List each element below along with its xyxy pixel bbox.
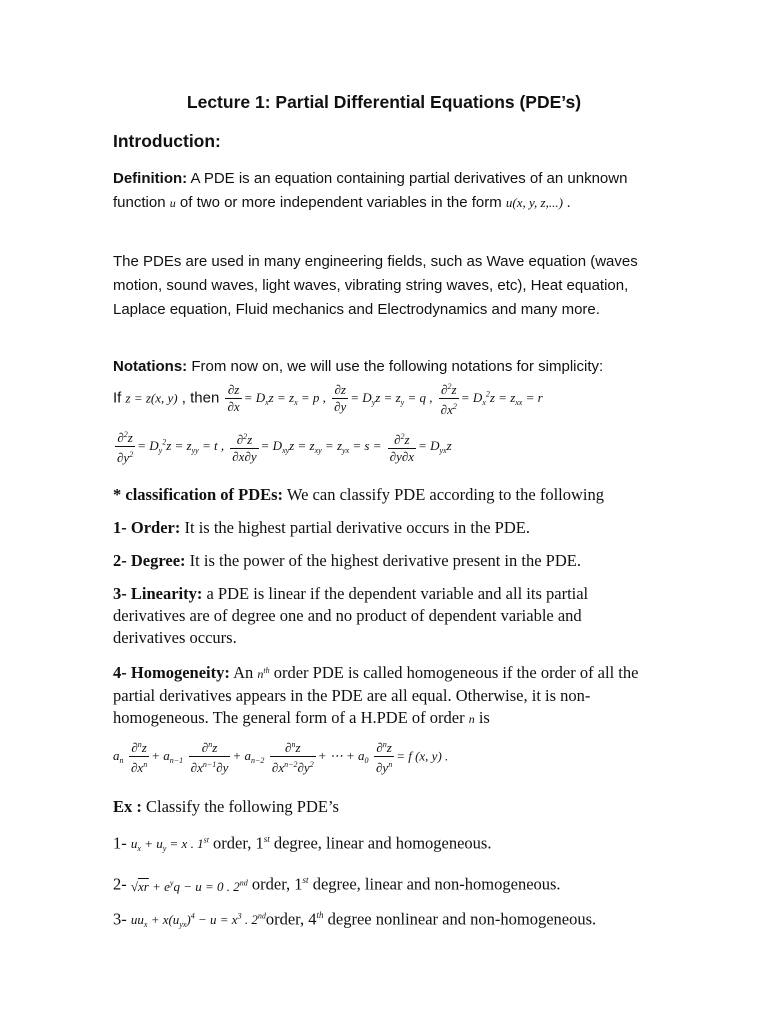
- classification-heading: * classification of PDEs:: [113, 485, 284, 504]
- d2z-dydx-fraction: $\frac{\partial^2z}{\partial y\partial x}$: [389, 431, 415, 464]
- classification-text: We can classify PDE according to the following: [283, 485, 604, 504]
- d2z-dy2-notation: = $D_y^2z = z_{yy} = t$ ,: [137, 437, 225, 456]
- example-item-2: 2- $√xr + e^yq - u = 0$ . 2nd order, 1st degree, linear and non-homogeneous.: [113, 874, 561, 895]
- example-label: Ex :: [113, 797, 142, 816]
- d2z-dy2-fraction: $\frac{\partial^2z}{\partial y^2}$: [117, 430, 134, 465]
- homogeneity-text-1: An: [229, 663, 258, 682]
- section-heading-introduction: Introduction:: [113, 131, 221, 151]
- example-text: Classify the following PDE’s: [141, 797, 339, 816]
- example-item-3: 3- $uu_x + x(u_{yx})^4 - u = x^3$ . 2ndorder, 4th degree nonlinear and non-homogeneous.: [113, 909, 597, 929]
- order-paragraph: [113, 517, 673, 539]
- example-3-equation: $uu_x + x(u_{yx})^4 - u = x^3$ . 2nd: [130, 911, 266, 929]
- definition-text-1: A PDE is an equation containing partial derivatives of an unknown function: [113, 170, 628, 211]
- definition-label: Definition:: [113, 170, 188, 187]
- degree-paragraph: [113, 550, 673, 572]
- dz-dy-fraction: $\frac{\partial z}{\partial y}$: [334, 382, 347, 414]
- definition-text-2: of two or more independent variables in the form: [175, 194, 506, 211]
- definition-paragraph: [113, 167, 673, 215]
- notation-line-1: [113, 380, 543, 417]
- page-title: Lecture 1: Partial Differential Equations (PDE’s): [186, 92, 582, 112]
- d2z-dxdy-fraction: $\frac{\partial^2z}{\partial x\partial y}$: [232, 431, 257, 464]
- notations-text: From now on, we will use the following notations for simplicity:: [187, 358, 604, 375]
- degree-text: It is the power of the highest derivative present in the PDE.: [185, 551, 581, 570]
- homogeneity-text-3: is: [474, 708, 490, 727]
- notations-label: Notations:: [113, 358, 188, 375]
- homogeneity-n: n: [468, 712, 475, 726]
- example-1-equation: $u_x + u_y = x$ . 1st: [130, 835, 209, 853]
- d2z-dydx-notation: = $D_{yx}z$: [418, 438, 452, 455]
- linearity-paragraph: [113, 583, 633, 649]
- dz-dy-notation: = $D_yz = z_y = q$ ,: [350, 390, 433, 407]
- notations-paragraph: [113, 355, 713, 379]
- d2z-dx2-fraction: $\frac{\partial^2z}{\partial x^2}$: [440, 382, 457, 417]
- linearity-label: 3- Linearity:: [113, 584, 203, 603]
- dz-dx-fraction: $\frac{\partial z}{\partial x}$: [227, 382, 240, 414]
- definition-form: u(x, y, z,...): [505, 195, 563, 210]
- classification-paragraph: [113, 484, 673, 506]
- definition-end: .: [562, 195, 571, 211]
- then-text: , then: [177, 389, 224, 407]
- dz-dx-notation: = $D_xz = z_x = p$ ,: [243, 390, 326, 407]
- if-text: If: [113, 389, 126, 407]
- order-label: 1- Order:: [113, 518, 181, 537]
- example-2-equation: $√xr + e^yq - u = 0$ . 2nd: [130, 879, 248, 895]
- homogeneity-paragraph: [113, 660, 643, 730]
- degree-label: 2- Degree:: [113, 551, 186, 570]
- example-heading: [113, 796, 673, 818]
- definition-var-u: u: [169, 196, 176, 210]
- uses-paragraph: The PDEs are used in many engineering fields, such as Wave equation (waves motion, sound waves, light waves, vibrating string waves, etc), Heat equation, Laplace equation, Fluid mechanics and Electrodynamics and many more.: [113, 253, 638, 318]
- homogeneity-label: 4- Homogeneity:: [113, 663, 230, 682]
- d2z-dxdy-notation: = $D_{xy}z = z_{xy} = z_{yx} = s$ =: [260, 438, 382, 455]
- z-definition: z = z(x, y): [125, 390, 178, 406]
- general-form-equation: $a_n$ $\frac{\partial^nz}{\partial x^n}$ + $a_{n-1}$ $\frac{\partial^nz}{\partial x^{n-1}\partial y}$ + $a_{n-2}$ $\frac{\partial^nz}{\partial x^{n-2}\partial y^2}$ + ⋯ + $a_0$ $\frac{\partial^nz}{\partial y^n}$ = f (x, y) .: [113, 740, 449, 775]
- notation-line-2: [113, 428, 452, 465]
- order-text: It is the highest partial derivative occurs in the PDE.: [180, 518, 530, 537]
- example-item-1: 1- $u_x + u_y = x$ . 1st order, 1st degree, linear and homogeneous.: [113, 833, 492, 853]
- linearity-text: a PDE is linear if the dependent variable and all its partial derivatives are of degree one and no product of dependent variable and derivatives occurs.: [113, 584, 589, 647]
- d2z-dx2-notation: = $D_x^2z = z_{xx} = r$: [460, 389, 543, 408]
- homogeneity-nth: $n^{th}$: [257, 666, 270, 681]
- homogeneity-text-2: order PDE is called homogeneous if the order of all the partial derivatives appears in the PDE are all equal. Otherwise, it is non-homogeneous. The general form of a H.PDE of order: [113, 663, 639, 727]
